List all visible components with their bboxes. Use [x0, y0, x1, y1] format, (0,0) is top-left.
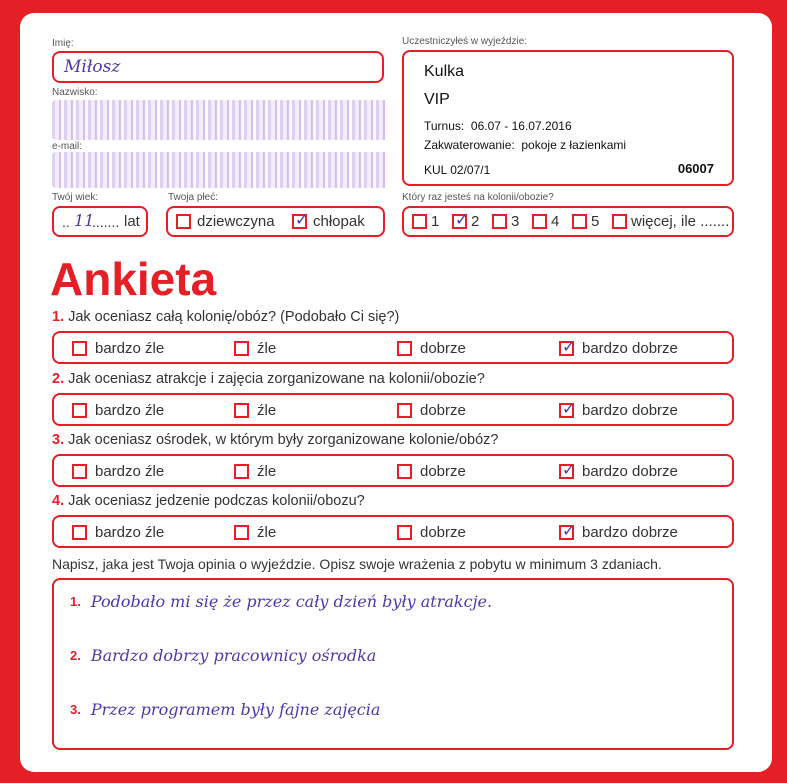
times-more-checkbox[interactable]: [612, 214, 627, 229]
opinion-line-3: [70, 700, 380, 719]
times-label: Który raz jesteś na kolonii/obozie?: [402, 192, 554, 203]
opinion-line-1-text: Podobało mi się że przez cały dzień były atrakcje.: [90, 592, 493, 611]
q2-very-good-checkbox[interactable]: [559, 403, 574, 418]
times-1-label: 1: [431, 213, 440, 230]
q3-good-checkbox[interactable]: [397, 464, 412, 479]
opinion-line-2-num: 2.: [70, 648, 81, 663]
gender-field: [166, 206, 385, 237]
opinion-line-2: [70, 646, 376, 665]
gender-girl-checkbox[interactable]: [176, 214, 191, 229]
opinion-line-1: [70, 592, 492, 611]
q3-good-label: dobrze: [420, 463, 466, 480]
question-3-text: Jak oceniasz ośrodek, w którym były zorganizowane kolonie/obóz?: [68, 432, 499, 448]
name-label: Imię:: [52, 38, 74, 49]
q1-very-bad-checkbox[interactable]: [72, 341, 87, 356]
times-field: [402, 206, 734, 237]
q2-good-checkbox[interactable]: [397, 403, 412, 418]
q2-bad-checkbox[interactable]: [234, 403, 249, 418]
opinion-line-3-text: Przez programem były fajne zajęcia: [90, 700, 381, 719]
q4-bad-label: źle: [257, 524, 277, 541]
times-option-1[interactable]: [412, 213, 439, 230]
q4-good-label: dobrze: [420, 524, 466, 541]
surname-redacted: [52, 100, 388, 140]
q2-option-very-bad[interactable]: [72, 402, 164, 419]
q1-option-very-bad[interactable]: [72, 340, 164, 357]
question-3-num: 3.: [52, 432, 65, 448]
q3-option-bad[interactable]: [234, 463, 276, 480]
q1-good-checkbox[interactable]: [397, 341, 412, 356]
participant-label: Uczestniczyłeś w wyjeździe:: [402, 36, 528, 47]
times-4-label: 4: [551, 213, 560, 230]
q1-very-good-checkbox[interactable]: [559, 341, 574, 356]
q1-option-good[interactable]: [397, 340, 466, 357]
question-4-options: [52, 515, 734, 548]
q2-option-very-good[interactable]: [559, 402, 678, 419]
q4-option-very-bad[interactable]: [72, 524, 164, 541]
q3-very-good-checkbox[interactable]: [559, 464, 574, 479]
age-value: 11: [74, 211, 95, 230]
question-1-text: Jak oceniasz całą kolonię/obóz? (Podobało Ci się?): [68, 309, 400, 325]
question-4-text: Jak oceniasz jedzenie podczas kolonii/obozu?: [68, 493, 365, 509]
times-2-label: 2: [471, 213, 480, 230]
times-3-checkbox[interactable]: [492, 214, 507, 229]
camp-code: KUL 02/07/1: [424, 163, 491, 177]
times-2-checkbox[interactable]: [452, 214, 467, 229]
q4-bad-checkbox[interactable]: [234, 525, 249, 540]
times-option-more[interactable]: [612, 213, 729, 230]
opinion-line-3-num: 3.: [70, 702, 81, 717]
gender-boy-checkbox[interactable]: [292, 214, 307, 229]
age-label: Twój wiek:: [52, 192, 99, 203]
gender-label: Twoja płeć:: [168, 192, 219, 203]
age-unit: lat: [124, 213, 140, 230]
times-option-2[interactable]: [452, 213, 479, 230]
q1-very-good-label: bardzo dobrze: [582, 340, 678, 357]
q4-very-good-label: bardzo dobrze: [582, 524, 678, 541]
q2-bad-label: źle: [257, 402, 277, 419]
q3-option-very-good[interactable]: [559, 463, 678, 480]
q2-option-good[interactable]: [397, 402, 466, 419]
q1-bad-label: źle: [257, 340, 277, 357]
gender-girl-label: dziewczyna: [197, 213, 275, 230]
q3-option-good[interactable]: [397, 463, 466, 480]
times-option-4[interactable]: [532, 213, 559, 230]
opinion-line-2-text: Bardzo dobrzy pracownicy ośrodka: [90, 646, 377, 665]
opinion-line-1-num: 1.: [70, 594, 81, 609]
question-1-num: 1.: [52, 309, 65, 325]
camp-info-box: [402, 50, 734, 186]
q4-very-bad-checkbox[interactable]: [72, 525, 87, 540]
q4-option-very-good[interactable]: [559, 524, 678, 541]
question-4: [52, 493, 365, 509]
q3-very-good-label: bardzo dobrze: [582, 463, 678, 480]
gender-boy-label: chłopak: [313, 213, 365, 230]
email-label: e-mail:: [52, 141, 83, 152]
q2-very-good-label: bardzo dobrze: [582, 402, 678, 419]
opinion-prompt: Napisz, jaka jest Twoja opinia o wyjeździe. Opisz swoje wrażenia z pobytu w minimum 3 zdaniach.: [52, 556, 662, 572]
question-2-options: [52, 393, 734, 426]
times-more-label: więcej, ile .......: [631, 213, 730, 230]
age-dots-before: ..: [62, 214, 70, 230]
camp-accommodation: Zakwaterowanie: pokoje z łazienkami: [424, 138, 627, 152]
q1-bad-checkbox[interactable]: [234, 341, 249, 356]
times-3-label: 3: [511, 213, 520, 230]
camp-turn: Turnus: 06.07 - 16.07.2016: [424, 119, 572, 133]
camp-name: Kulka: [424, 63, 465, 80]
q4-option-good[interactable]: [397, 524, 466, 541]
question-3-options: [52, 454, 734, 487]
q3-bad-label: źle: [257, 463, 277, 480]
question-4-num: 4.: [52, 493, 65, 509]
q1-option-bad[interactable]: [234, 340, 276, 357]
times-option-5[interactable]: [572, 213, 599, 230]
q2-very-bad-checkbox[interactable]: [72, 403, 87, 418]
email-redacted: [52, 152, 388, 188]
survey-title: Ankieta: [50, 253, 217, 305]
question-2-text: Jak oceniasz atrakcje i zajęcia zorganizowane na kolonii/obozie?: [68, 371, 485, 387]
q4-very-bad-label: bardzo źle: [95, 524, 165, 541]
camp-type: VIP: [424, 91, 450, 108]
question-1: [52, 309, 399, 325]
q4-option-bad[interactable]: [234, 524, 276, 541]
times-4-checkbox[interactable]: [532, 214, 547, 229]
name-value: Miłosz: [64, 57, 121, 77]
q4-good-checkbox[interactable]: [397, 525, 412, 540]
age-field[interactable]: [52, 206, 148, 237]
q3-bad-checkbox[interactable]: [234, 464, 249, 479]
times-5-label: 5: [591, 213, 600, 230]
question-2-num: 2.: [52, 371, 65, 387]
q3-very-bad-label: bardzo źle: [95, 463, 165, 480]
surname-label: Nazwisko:: [52, 87, 98, 98]
camp-number: 06007: [677, 161, 714, 176]
gender-option-boy[interactable]: [292, 213, 365, 230]
q2-good-label: dobrze: [420, 402, 466, 419]
age-dots-after: .......: [92, 214, 120, 230]
question-2: [52, 371, 485, 387]
name-field[interactable]: [52, 51, 384, 83]
q3-option-very-bad[interactable]: [72, 463, 164, 480]
q1-good-label: dobrze: [420, 340, 466, 357]
q2-option-bad[interactable]: [234, 402, 276, 419]
times-5-checkbox[interactable]: [572, 214, 587, 229]
times-1-checkbox[interactable]: [412, 214, 427, 229]
gender-option-girl[interactable]: [176, 213, 275, 230]
q2-very-bad-label: bardzo źle: [95, 402, 165, 419]
q1-option-very-good[interactable]: [559, 340, 678, 357]
question-1-options: [52, 331, 734, 364]
q1-very-bad-label: bardzo źle: [95, 340, 165, 357]
q4-very-good-checkbox[interactable]: [559, 525, 574, 540]
question-3: [52, 432, 498, 448]
times-option-3[interactable]: [492, 213, 519, 230]
q3-very-bad-checkbox[interactable]: [72, 464, 87, 479]
